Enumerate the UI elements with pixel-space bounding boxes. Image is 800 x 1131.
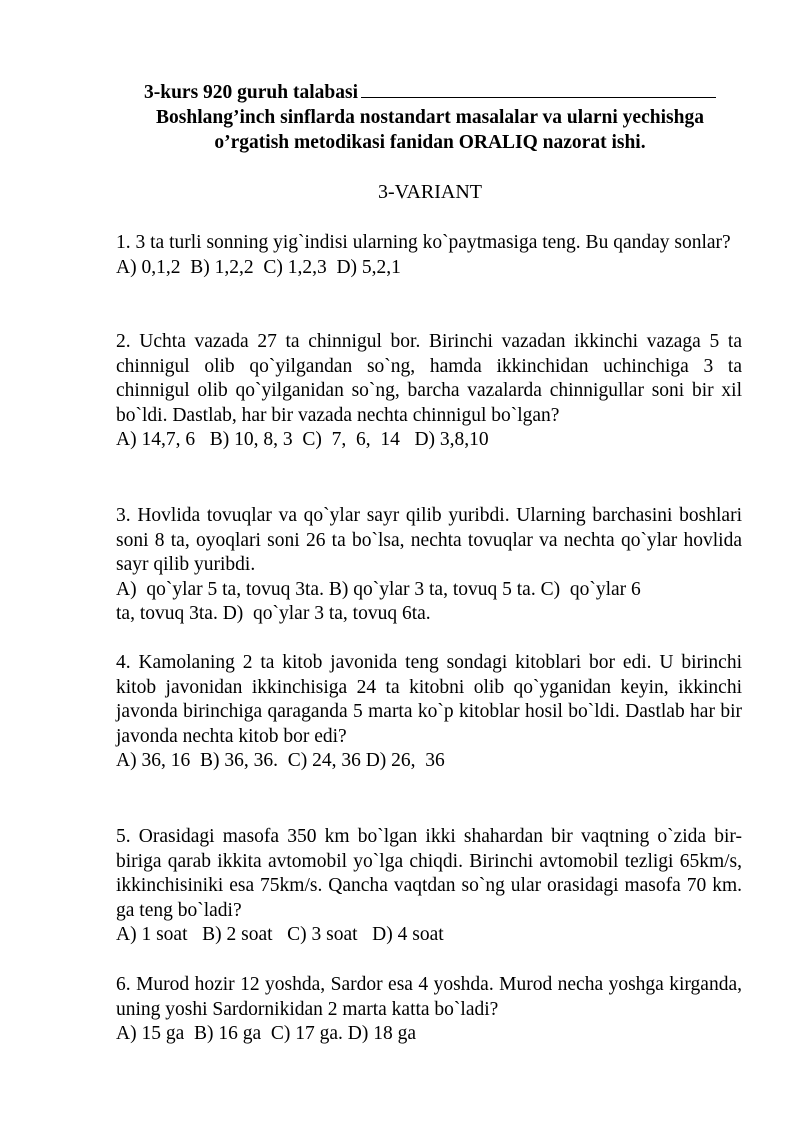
question-answers: A) 14,7, 6 B) 10, 8, 3 C) 7, 6, 14 D) 3,8,10 [116,429,489,450]
question-text: 2. Uchta vazada 27 ta chinnigul bor. Birinchi vazadan ikkinchi vazaga 5 ta chinnigul olib qo`yilgandan so`ng, hamda ikkinchidan uchinchiga 3 ta chinnigul olib qo`yilganidan so`ng, barcha vazalarda chinnigullar soni bir xil bo`ldi. Dastlab, har bir vazada nechta chinnigul bo`lgan? [116,331,742,426]
question-1 [116,231,742,280]
question-3 [116,504,742,627]
question-text: 6. Murod hozir 12 yoshda, Sardor esa 4 yoshda. Murod necha yoshga kirganda, uning yoshi Sardornikidan 2 marta katta bo`ladi? [116,974,742,1020]
question-answers: A) 36, 16 B) 36, 36. C) 24, 36 D) 26, 36 [116,750,445,771]
header-student-line [100,79,760,105]
question-text: 4. Kamolaning 2 ta kitob javonida teng sondagi kitoblari bor edi. U birinchi kitob javonidan ikkinchisiga 24 ta kitobni olib qo`yganidan keyin, ikkinchi javonda birinchiga qaraganda 5 marta ko`p kitoblar hosil bo`ldi. Dastlab har bir javonda nechta kitob bor edi? [116,652,742,747]
student-name-blank [361,79,716,98]
question-text: 1. 3 ta turli sonning yig`indisi ularning ko`paytmasiga teng. Bu qanday sonlar? [116,232,731,253]
question-4 [116,651,742,774]
header-line-3: o’rgatish metodikasi fanidan ORALIQ nazorat ishi. [214,132,646,153]
question-answers: A) 15 ga B) 16 ga C) 17 ga. D) 18 ga [116,1023,417,1044]
question-2 [116,330,742,453]
question-text: 5. Orasidagi masofa 350 km bo`lgan ikki shahardan bir vaqtning o`zida bir-biriga qarab ikkita avtomobil yo`lga chiqdi. Birinchi avtomobil tezligi 65km/s, ikkinchisiniki esa 75km/s. Qancha vaqtdan so`ng ular orasidagi masofa 70 km. ga teng bo`ladi? [116,826,742,921]
variant-title: 3-VARIANT [377,181,483,203]
question-text: 3. Hovlida tovuqlar va qo`ylar sayr qilib yuribdi. Ularning barchasini boshlari soni 8 ta, oyoqlari soni 26 ta bo`lsa, nechta tovuqlar va nechta qo`ylar hovlida sayr qilib yuribdi. [116,505,742,575]
document-header [100,79,760,155]
question-answers-line-2: ta, tovuq 3ta. D) qo`ylar 3 ta, tovuq 6ta. [116,603,431,624]
header-line-1: 3-kurs 920 guruh talabasi [143,82,358,103]
header-line-2: Boshlang’inch sinflarda nostandart masalalar va ularni yechishga [156,107,704,128]
question-5 [116,825,742,948]
question-answers: A) 0,1,2 B) 1,2,2 C) 1,2,3 D) 5,2,1 [116,256,401,278]
question-6 [116,973,742,1047]
question-answers: A) 1 soat B) 2 soat C) 3 soat D) 4 soat [116,924,444,945]
question-answers-line-1: A) qo`ylar 5 ta, tovuq 3ta. B) qo`ylar 3 ta, tovuq 5 ta. C) qo`ylar 6 [116,578,641,600]
